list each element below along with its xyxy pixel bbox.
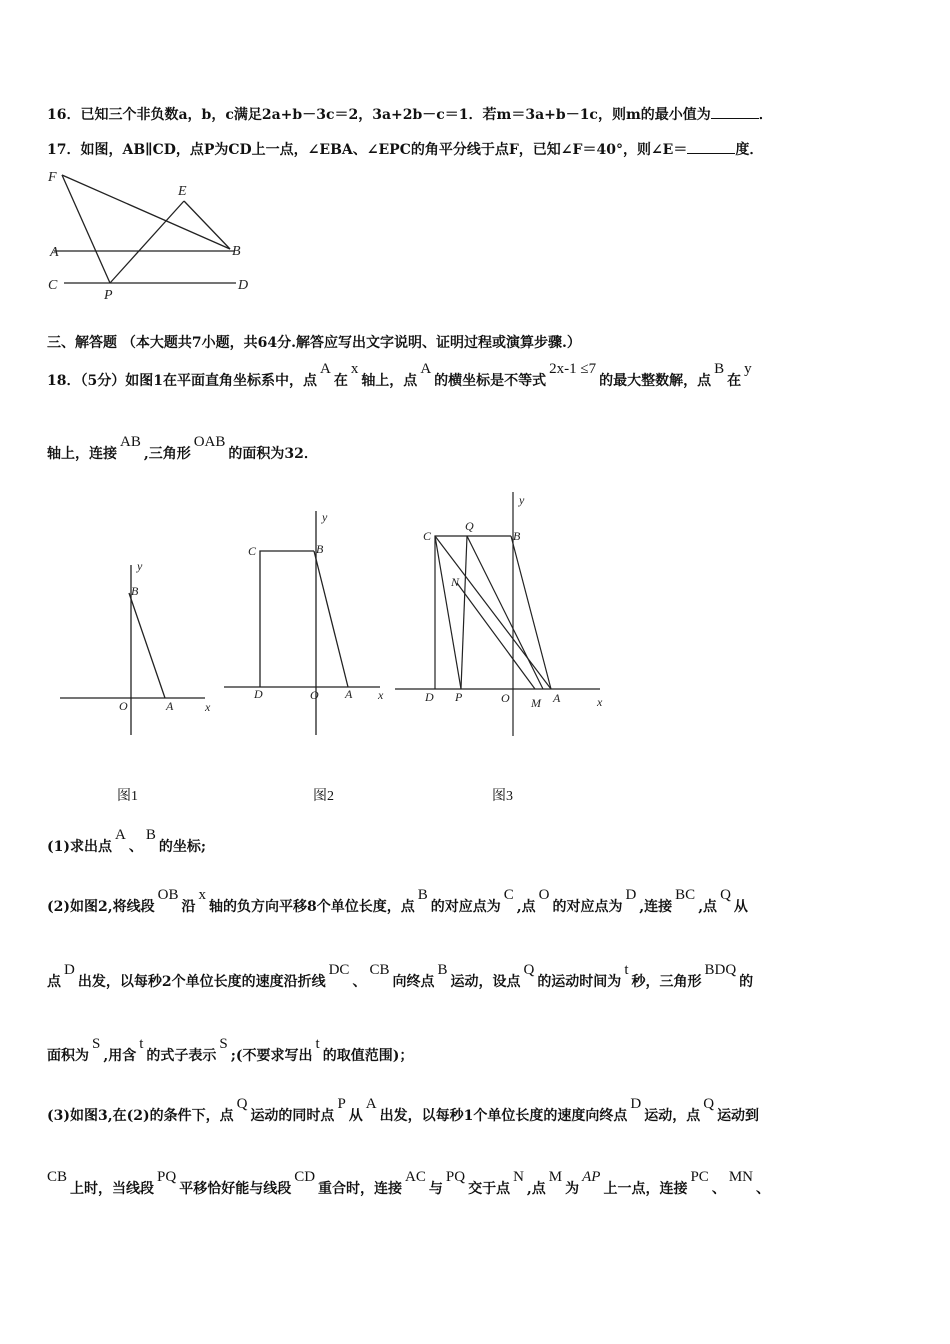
label-m: M <box>531 696 541 710</box>
text: 18．（5分）如图1在平面直角坐标系中，点 <box>47 373 317 389</box>
math-pq: PQ <box>157 1169 177 1185</box>
text: 面积为 <box>47 1048 89 1064</box>
text: 的对应点为 <box>430 899 501 915</box>
math-p: P <box>337 1096 346 1112</box>
text: 平移恰好能与线段 <box>179 1181 292 1197</box>
text: 在 <box>333 373 348 389</box>
text: 交于点 <box>468 1181 511 1197</box>
text: ,点 <box>698 899 718 915</box>
sub-question-2-line-1 <box>47 887 748 916</box>
segment-ca <box>435 536 551 689</box>
math-t: t <box>139 1036 144 1052</box>
text: 出发，以每秒1个单位长度的速度向终点 <box>379 1108 628 1124</box>
math-b: B <box>417 887 428 903</box>
math-x: x <box>350 361 359 377</box>
label-b: B <box>131 584 139 598</box>
label-p: P <box>104 288 113 303</box>
text: 从 <box>733 899 748 915</box>
text: 点 <box>47 974 61 990</box>
text: 运动，设点 <box>450 974 521 990</box>
label-q: Q <box>465 519 474 533</box>
label-o: O <box>119 699 128 713</box>
label-o: O <box>310 688 319 702</box>
math-cb: CB <box>369 962 390 978</box>
label-y: y <box>322 510 328 524</box>
text: 轴上，连接 <box>47 446 117 462</box>
text: 与 <box>428 1181 443 1197</box>
text: 运动的同时点 <box>250 1108 335 1124</box>
math-s: S <box>92 1036 101 1052</box>
text: 运动，点 <box>644 1108 701 1124</box>
question-18-line-2 <box>47 434 318 463</box>
text: 、 <box>128 839 143 855</box>
caption-fig-3: 图3 <box>492 789 513 804</box>
text: 的对应点为 <box>552 899 623 915</box>
segment-ba <box>314 551 348 687</box>
math-d: D <box>625 887 637 903</box>
math-oab: OAB <box>193 434 226 450</box>
label-d: D <box>238 278 249 293</box>
text: ,三角形 <box>143 446 191 462</box>
text: 的横坐标是不等式 <box>434 373 547 389</box>
label-a: A <box>345 687 353 701</box>
question-18-line-1 <box>47 361 755 390</box>
text: 上一点，连接 <box>603 1181 688 1197</box>
label-a: A <box>166 699 174 713</box>
math-a: A <box>319 361 331 377</box>
text: 从 <box>348 1108 363 1124</box>
label-a: A <box>50 245 59 260</box>
math-ab: AB <box>120 434 141 450</box>
label-b: B <box>513 529 521 543</box>
label-x: x <box>597 695 603 709</box>
text: 、 <box>711 1181 726 1197</box>
math-n: N <box>513 1169 524 1185</box>
math-q: Q <box>720 887 731 903</box>
segment-qp <box>461 536 467 689</box>
figure-17 <box>44 165 264 305</box>
text: ,点 <box>516 899 536 915</box>
math-pq: PQ <box>445 1169 466 1185</box>
text: (3)如图3,在(2)的条件下，点 <box>47 1108 234 1124</box>
label-p: P <box>455 690 463 704</box>
math-x: x <box>198 887 206 903</box>
figure-2 <box>220 505 395 740</box>
label-c: C <box>48 278 58 293</box>
label-x: x <box>205 700 211 714</box>
caption-fig-1: 图1 <box>117 789 138 804</box>
figure-3 <box>395 488 615 743</box>
q17-end: 度． <box>735 142 764 158</box>
text: 轴上，点 <box>361 373 418 389</box>
math-ap: AP <box>582 1169 601 1185</box>
math-a: A <box>365 1096 377 1112</box>
segment-eb <box>184 201 230 249</box>
text: 为 <box>565 1181 580 1197</box>
math-s: S <box>219 1036 228 1052</box>
text: 、 <box>756 1181 770 1197</box>
math-inequality: 2x-1 ≤7 <box>549 361 597 377</box>
text: 的坐标; <box>158 839 207 855</box>
math-pc: PC <box>690 1169 709 1185</box>
math-b: B <box>437 962 448 978</box>
math-b: B <box>145 827 156 843</box>
math-q: Q <box>523 962 535 978</box>
segment-fp <box>62 175 110 283</box>
sub-question-3-line-1 <box>47 1096 760 1125</box>
label-c: C <box>423 529 432 543</box>
label-y: y <box>519 493 525 507</box>
math-bdq: BDQ <box>704 962 737 978</box>
text: 上时，当线段 <box>70 1181 155 1197</box>
text: 的面积为32． <box>228 446 318 462</box>
math-y: y <box>744 361 752 377</box>
math-t: t <box>624 962 629 978</box>
math-d: D <box>64 962 75 978</box>
text: 重合时，连接 <box>318 1181 403 1197</box>
section-3-heading: 三、解答题 （本大题共7小题，共64分.解答应写出文字说明、证明过程或演算步骤.） <box>47 335 581 351</box>
label-y: y <box>137 559 143 573</box>
math-c: C <box>503 887 514 903</box>
math-dc: DC <box>328 962 350 978</box>
text: 的 <box>739 974 754 990</box>
math-m: M <box>548 1169 563 1185</box>
figure-1 <box>55 555 225 745</box>
math-a: A <box>115 827 126 843</box>
segment-nm <box>457 583 535 689</box>
math-mn: MN <box>728 1169 753 1185</box>
q17-text: 17．如图，AB∥CD，点P为CD上一点，∠EBA、∠EPC的角平分线于点F，已知∠F＝40°，则∠E＝ <box>47 142 688 158</box>
question-17 <box>47 139 763 159</box>
label-a: A <box>553 691 561 705</box>
text: ,用含 <box>103 1048 137 1064</box>
text: 的取值范围)； <box>322 1048 414 1064</box>
label-o: O <box>501 691 510 705</box>
segment-ab <box>129 593 165 698</box>
math-q: Q <box>703 1096 715 1112</box>
polyline-dcb <box>435 536 511 689</box>
answer-blank <box>711 106 759 119</box>
caption-fig-2: 图2 <box>313 789 334 804</box>
math-d: D <box>630 1096 642 1112</box>
q16-end: ． <box>758 107 773 123</box>
label-x: x <box>378 688 384 702</box>
text: 出发，以每秒2个单位长度的速度沿折线 <box>77 974 326 990</box>
segment-pe <box>110 201 184 283</box>
math-ob: OB <box>157 887 179 903</box>
text: 、 <box>352 974 367 990</box>
text: 秒，三角形 <box>631 974 702 990</box>
sub-question-3-line-2 <box>47 1169 770 1198</box>
sub-question-2-line-3 <box>47 1036 414 1065</box>
label-f: F <box>48 170 57 185</box>
label-b: B <box>316 542 324 556</box>
polyline-dcb <box>260 551 314 687</box>
math-cb: CB <box>47 1169 68 1185</box>
text: 向终点 <box>392 974 435 990</box>
answer-blank <box>687 141 735 154</box>
math-bc: BC <box>675 887 696 903</box>
text: (2)如图2,将线段 <box>47 899 155 915</box>
text: 沿 <box>181 899 196 915</box>
text: ,连接 <box>639 899 673 915</box>
q16-text: 16．已知三个非负数a，b，c满足2a+b－3c＝2，3a+2b－c＝1．若m＝3a+b－1c，则m的最小值为 <box>47 107 711 123</box>
question-16 <box>47 104 773 124</box>
label-e: E <box>178 184 187 199</box>
text: ,点 <box>526 1181 546 1197</box>
math-o: O <box>538 887 550 903</box>
math-a: A <box>420 361 432 377</box>
sub-question-1 <box>47 827 207 856</box>
math-t: t <box>315 1036 320 1052</box>
text: 的运动时间为 <box>537 974 622 990</box>
label-c: C <box>248 544 257 558</box>
label-d: D <box>425 690 434 704</box>
math-b: B <box>714 361 725 377</box>
label-d: D <box>254 687 263 701</box>
text: 在 <box>727 373 742 389</box>
label-n: N <box>451 575 460 589</box>
math-ac: AC <box>405 1169 426 1185</box>
segment-cp <box>435 536 461 689</box>
sub-question-2-line-2 <box>47 962 754 991</box>
text: ;(不要求写出 <box>230 1048 313 1064</box>
text: 轴的负方向平移8个单位长度，点 <box>208 899 415 915</box>
segment-fb <box>62 175 230 249</box>
text: 的式子表示 <box>146 1048 217 1064</box>
text: 的最大整数解，点 <box>599 373 712 389</box>
math-cd: CD <box>294 1169 316 1185</box>
label-b: B <box>232 244 241 259</box>
math-q: Q <box>236 1096 248 1112</box>
text: 运动到 <box>717 1108 760 1124</box>
text: (1)求出点 <box>47 839 112 855</box>
